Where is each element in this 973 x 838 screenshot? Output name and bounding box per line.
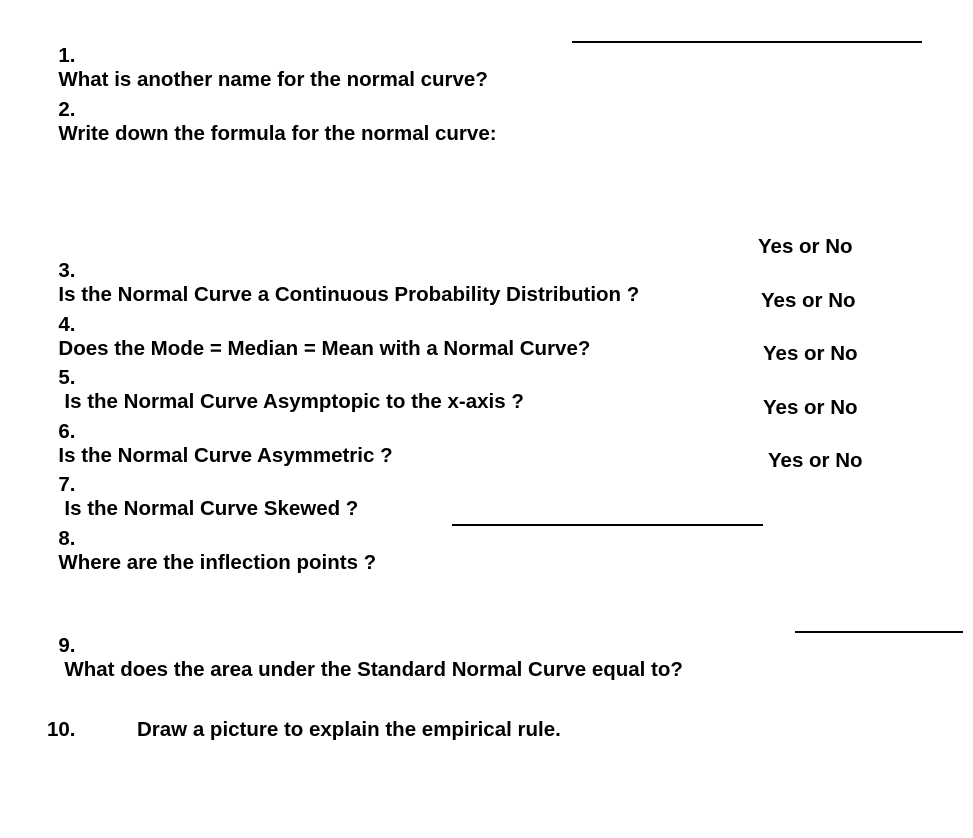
question-8-number: 8. xyxy=(58,527,76,550)
question-8-text: Where are the inflection points ? xyxy=(58,551,377,574)
question-6-number: 6. xyxy=(58,420,76,443)
question-5-yes-no[interactable]: Yes or No xyxy=(763,342,858,365)
question-3-text: Is the Normal Curve a Continuous Probability Distribution ? xyxy=(58,283,640,306)
question-6-yes-no[interactable]: Yes or No xyxy=(763,396,858,419)
question-7-number: 7. xyxy=(58,473,76,496)
question-10-text: Draw a picture to explain the empirical rule. xyxy=(137,718,561,741)
question-4-text: Does the Mode = Median = Mean with a Normal Curve? xyxy=(58,337,591,360)
question-1-number: 1. xyxy=(58,44,76,67)
question-2-number: 2. xyxy=(58,98,76,121)
question-1-text: What is another name for the normal curve? xyxy=(58,68,488,91)
question-9 xyxy=(47,610,683,682)
question-8 xyxy=(47,503,376,575)
question-4-yes-no[interactable]: Yes or No xyxy=(761,289,856,312)
question-8-answer-line[interactable] xyxy=(452,524,763,526)
question-6-text: Is the Normal Curve Asymmetric ? xyxy=(58,444,393,467)
question-2 xyxy=(47,74,497,146)
question-5-number: 5. xyxy=(58,366,76,389)
question-9-text: What does the area under the Standard Normal Curve equal to? xyxy=(64,658,683,681)
question-9-answer-line[interactable] xyxy=(795,631,963,633)
question-7-text: Is the Normal Curve Skewed ? xyxy=(64,497,359,520)
question-4-number: 4. xyxy=(58,313,76,336)
question-3-number: 3. xyxy=(58,259,76,282)
question-2-text: Write down the formula for the normal curve: xyxy=(58,122,497,145)
question-10-number: 10. xyxy=(47,718,76,741)
question-3-yes-no[interactable]: Yes or No xyxy=(758,235,853,258)
question-5-text: Is the Normal Curve Asymptopic to the x-axis ? xyxy=(64,390,524,413)
question-9-number: 9. xyxy=(58,634,76,657)
question-1-answer-line[interactable] xyxy=(572,41,922,43)
question-7-yes-no[interactable]: Yes or No xyxy=(768,449,863,472)
